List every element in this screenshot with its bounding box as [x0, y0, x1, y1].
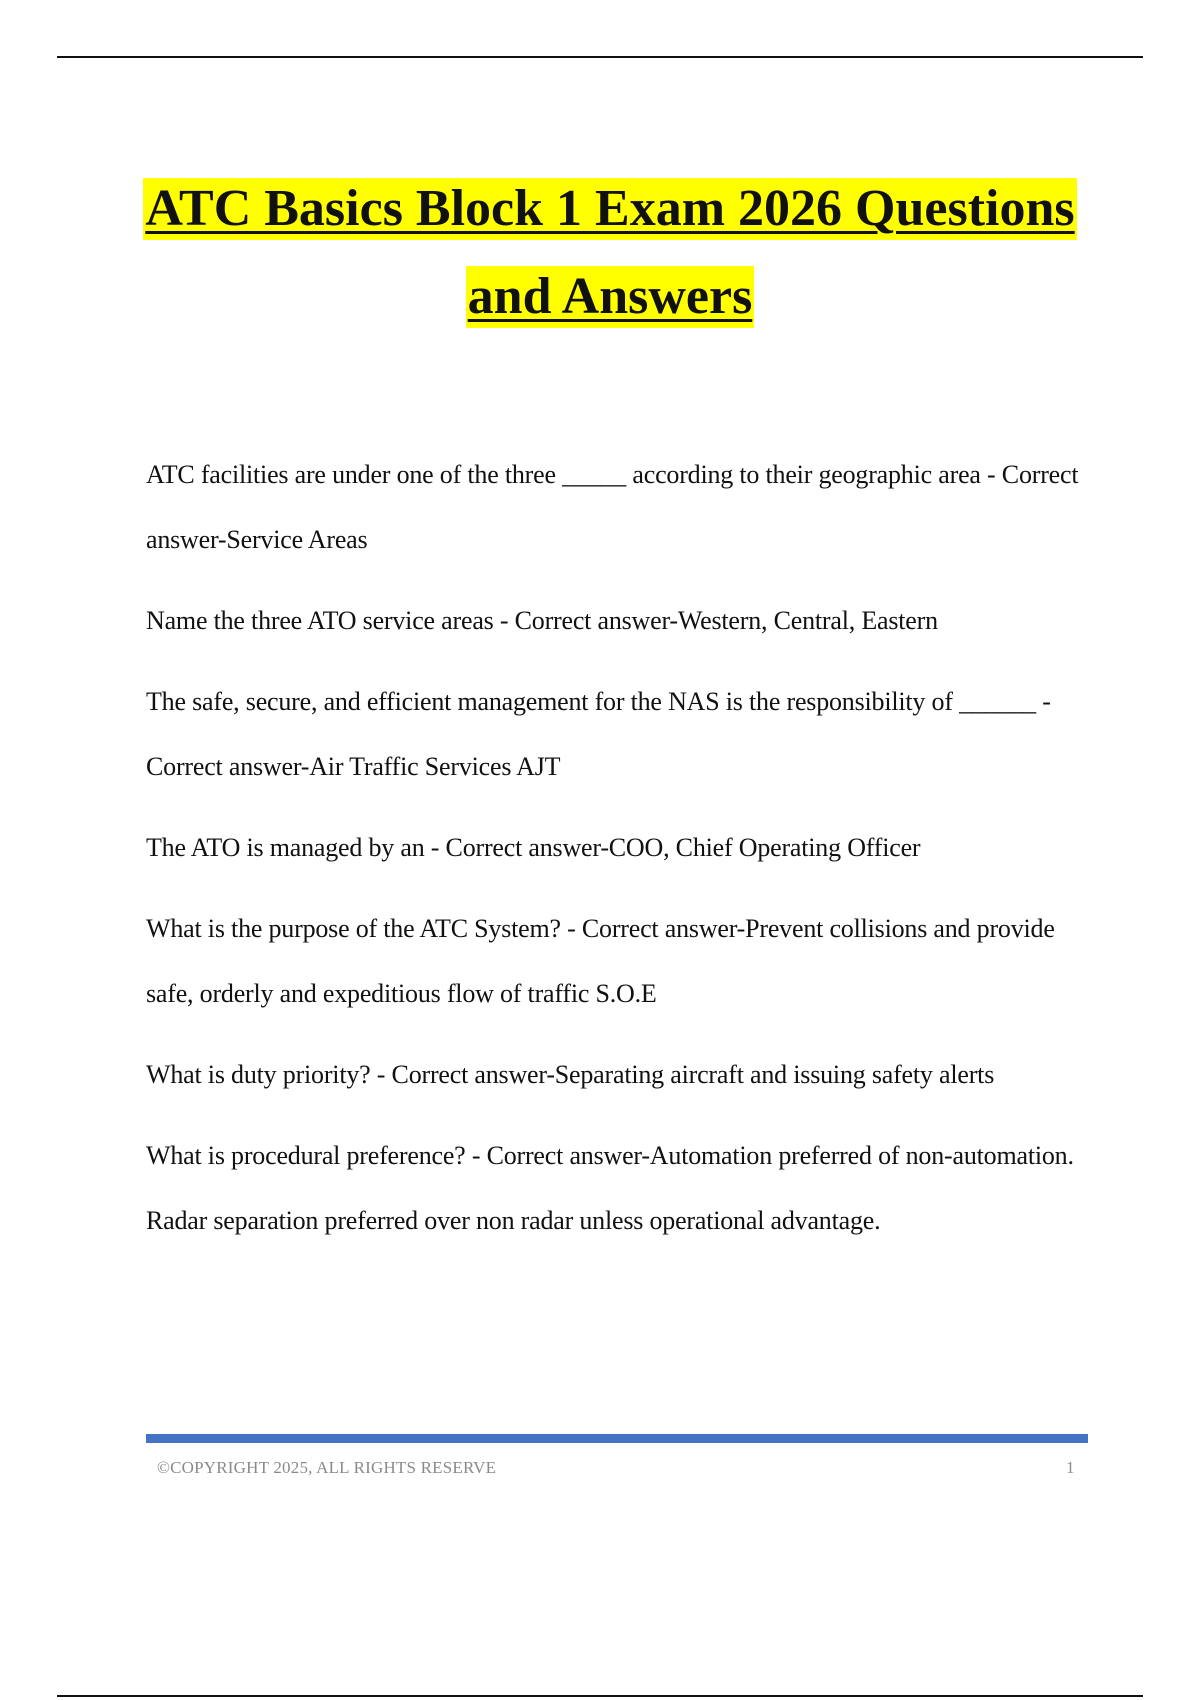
qa-item: What is duty priority? - Correct answer-Separating aircraft and issuing safety alerts [146, 1060, 995, 1089]
qa-item: ATC facilities are under one of the three _____ according to their geographic area - Correct answer-Service Areas [146, 460, 1079, 554]
title-line-2: and Answers [466, 266, 755, 328]
question-answer-list [146, 442, 1096, 1269]
page-title [130, 178, 1090, 328]
page-number: 1 [1066, 1458, 1075, 1477]
footer-accent-bar [146, 1434, 1088, 1443]
qa-item: The ATO is managed by an - Correct answer-COO, Chief Operating Officer [146, 833, 921, 862]
footer-rule [57, 1695, 1143, 1697]
qa-item: What is the purpose of the ATC System? - Correct answer-Prevent collisions and provide safe, orderly and expeditious flow of traffic S.O.E [146, 914, 1055, 1008]
qa-item: The safe, secure, and efficient management for the NAS is the responsibility of ______ - Correct answer-Air Traffic Services AJT [146, 687, 1051, 781]
qa-item: What is procedural preference? - Correct answer-Automation preferred of non-automation. Radar separation preferred over non radar unless operational advantage. [146, 1141, 1074, 1235]
qa-item: Name the three ATO service areas - Correct answer-Western, Central, Eastern [146, 606, 938, 635]
header-rule [57, 56, 1143, 58]
footer-copyright: ©COPYRIGHT 2025, ALL RIGHTS RESERVE [157, 1458, 497, 1477]
title-line-1: ATC Basics Block 1 Exam 2026 Questions [143, 178, 1076, 240]
